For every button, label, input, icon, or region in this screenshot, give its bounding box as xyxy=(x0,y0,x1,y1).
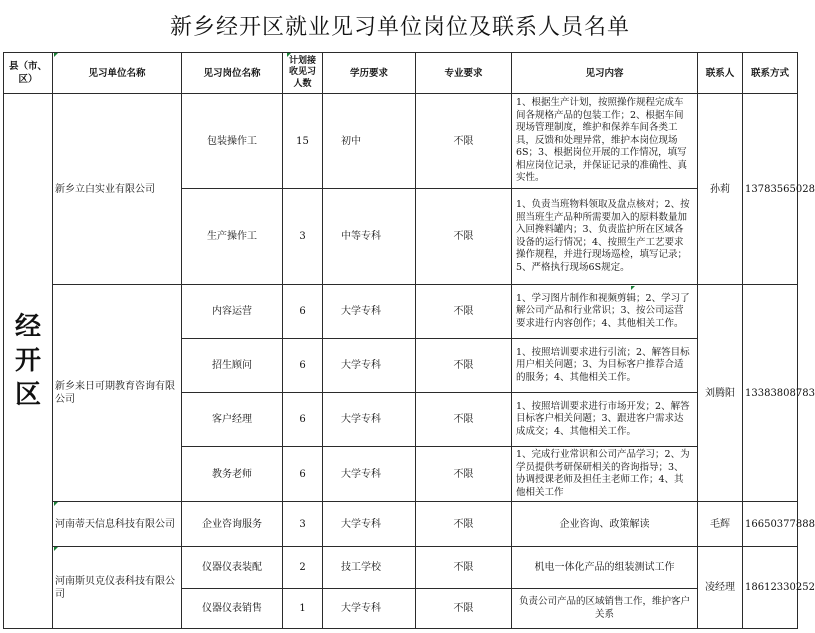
job-content: 1、按照培训要求进行引流；2、解答目标用户相关问题；3、为目标客户推荐合适的服务；4、其他相关工作。 xyxy=(512,339,698,393)
unit-name: 新乡来日可期教育咨询有限公司 xyxy=(53,285,182,502)
education-req: 大学专科 xyxy=(323,285,416,339)
contact-person: 刘腾阳 xyxy=(698,285,743,502)
education-req: 大学专科 xyxy=(323,339,416,393)
major-req: 不限 xyxy=(416,547,512,589)
job-content: 1、学习图片制作和视频剪辑；2、学习了解公司产品和行业常识；3、按公司运营要求进行内容创作；4、其他相关工作。 xyxy=(512,285,698,339)
education-req: 技工学校 xyxy=(323,547,416,589)
header-row xyxy=(4,53,798,94)
job-content: 1、完成行业常识和公司产品学习；2、为学员提供考研保研相关的咨询指导；3、协调授课老师及担任主老师工作；4、其他相关工作 xyxy=(512,447,698,502)
contact-person: 孙莉 xyxy=(698,94,743,285)
plan-count: 3 xyxy=(283,189,323,285)
comment-marker xyxy=(54,502,58,506)
position-name: 仪器仪表装配 xyxy=(182,547,283,589)
contact-person: 毛辉 xyxy=(698,502,743,547)
unit-name: 河南斯贝克仪表科技有限公司 xyxy=(53,547,182,629)
contact-person: 凌经理 xyxy=(698,547,743,629)
position-name: 内容运营 xyxy=(182,285,283,339)
unit-name: 新乡立白实业有限公司 xyxy=(53,94,182,285)
education-req: 中等专科 xyxy=(323,189,416,285)
table-row xyxy=(4,285,798,339)
major-req: 不限 xyxy=(416,447,512,502)
header-phone: 联系方式 xyxy=(743,53,798,94)
header-county: 县（市、区） xyxy=(4,53,53,94)
header-major: 专业要求 xyxy=(416,53,512,94)
job-content: 机电一体化产品的组装测试工作 xyxy=(512,547,698,589)
header-position: 见习岗位名称 xyxy=(182,53,283,94)
position-name: 仪器仪表销售 xyxy=(182,589,283,629)
unit-name: 河南蒂天信息科技有限公司 xyxy=(53,502,182,547)
county-char: 区 xyxy=(14,380,41,410)
major-req: 不限 xyxy=(416,285,512,339)
county-cell xyxy=(4,94,53,629)
header-contact: 联系人 xyxy=(698,53,743,94)
header-education: 学历要求 xyxy=(323,53,416,94)
job-content: 负责公司产品的区域销售工作，维护客户关系 xyxy=(512,589,698,629)
page-title: 新乡经开区就业见习单位岗位及联系人员名单 xyxy=(169,14,630,40)
position-name: 招生顾问 xyxy=(182,339,283,393)
position-name: 教务老师 xyxy=(182,447,283,502)
plan-count: 6 xyxy=(283,393,323,447)
comment-marker xyxy=(54,547,58,551)
major-req: 不限 xyxy=(416,339,512,393)
job-content: 1、根据生产计划，按照操作规程完成车间各规格产品的包装工作；2、根据车间现场管理制度，维护和保养车间各类工具，反馈和处理异常，维护本岗位现场6S；3、根据岗位开展的工作情况，填写相应岗位记录，并保证记录的准确性、真实性。 xyxy=(512,94,698,189)
major-req: 不限 xyxy=(416,189,512,285)
plan-count: 2 xyxy=(283,547,323,589)
contact-phone: 18612330252 xyxy=(743,547,798,629)
header-unit: 见习单位名称 xyxy=(53,53,182,94)
table-row xyxy=(4,547,798,589)
major-req: 不限 xyxy=(416,393,512,447)
job-content: 1、按照培训要求进行市场开发；2、解答目标客户相关问题；3、跟进客户需求达成成交；4、其他相关工作。 xyxy=(512,393,698,447)
position-name: 客户经理 xyxy=(182,393,283,447)
plan-count: 1 xyxy=(283,589,323,629)
education-req: 大学专科 xyxy=(323,502,416,547)
comment-marker xyxy=(631,286,635,290)
position-name: 企业咨询服务 xyxy=(182,502,283,547)
contact-phone: 13783565028 xyxy=(743,94,798,285)
header-content: 见习内容 xyxy=(512,53,698,94)
contact-phone: 13383808783 xyxy=(743,285,798,502)
major-req: 不限 xyxy=(416,589,512,629)
header-count: 计划接收见习人数 xyxy=(283,53,323,94)
county-char: 经 xyxy=(14,312,41,342)
job-content: 企业咨询、政策解读 xyxy=(512,502,698,547)
plan-count: 3 xyxy=(283,502,323,547)
major-req: 不限 xyxy=(416,94,512,189)
education-req: 大学专科 xyxy=(323,393,416,447)
education-req: 大学专科 xyxy=(323,447,416,502)
county-char: 开 xyxy=(14,346,41,376)
table-row xyxy=(4,94,798,189)
table-row xyxy=(4,502,798,547)
comment-marker xyxy=(287,53,291,57)
position-name: 包装操作工 xyxy=(182,94,283,189)
plan-count: 6 xyxy=(283,447,323,502)
major-req: 不限 xyxy=(416,502,512,547)
plan-count: 6 xyxy=(283,285,323,339)
plan-count: 6 xyxy=(283,339,323,393)
contact-phone: 16650377888 xyxy=(743,502,798,547)
position-table xyxy=(3,52,815,629)
education-req: 初中 xyxy=(323,94,416,189)
comment-marker xyxy=(54,53,58,57)
position-name: 生产操作工 xyxy=(182,189,283,285)
job-content: 1、负责当班物料领取及盘点核对；2、按照当班生产品种所需要加入的原料数量加入回搀料罐内；3、负责监护所在区域各设备的运行情况；4、按照生产工艺要求操作规程，并进行现场巡检，填写记录；5、严格执行现场6S规定。 xyxy=(512,189,698,285)
plan-count: 15 xyxy=(283,94,323,189)
education-req: 大学专科 xyxy=(323,589,416,629)
